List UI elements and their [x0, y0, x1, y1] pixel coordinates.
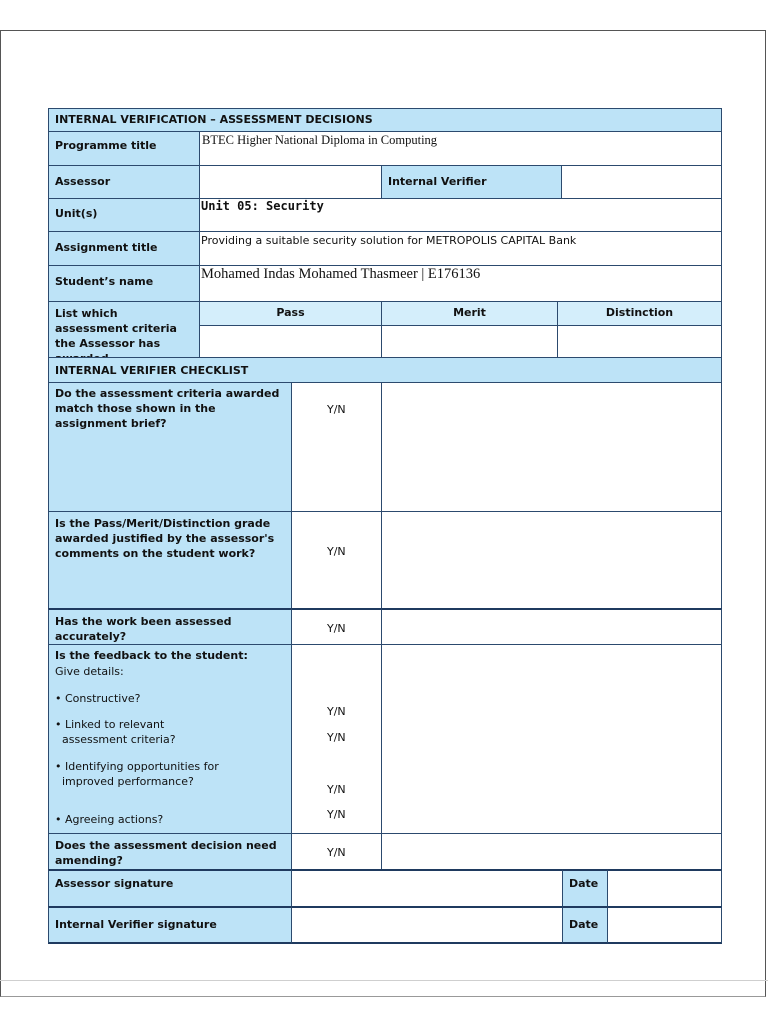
q2-question: Is the Pass/Merit/Distinction grade awarded justified by the assessor's comments on the student work? [48, 511, 292, 609]
merit-column-header: Merit [381, 301, 558, 326]
verifier-signature-field[interactable] [291, 906, 563, 944]
pass-criteria-field[interactable] [199, 325, 382, 358]
q3-question: Has the work been assessed accurately? [48, 608, 292, 645]
assessor-date-label: Date [562, 869, 608, 907]
checklist-header: INTERNAL VERIFIER CHECKLIST [48, 357, 722, 383]
q5-answer: Y/N [327, 846, 346, 859]
assessor-signature-label: Assessor signature [48, 869, 292, 907]
verifier-date-label: Date [562, 906, 608, 944]
form-header-title: INTERNAL VERIFICATION – ASSESSMENT DECISIONS [48, 108, 722, 132]
q4-item-linked: • Linked to relevant assessment criteria? [55, 718, 176, 746]
q4-item-agreeing: • Agreeing actions? [55, 813, 164, 826]
merit-criteria-field[interactable] [381, 325, 558, 358]
q4-subtitle: Give details: [55, 665, 124, 678]
q2-comments[interactable] [381, 511, 722, 609]
assessor-label: Assessor [48, 165, 200, 199]
q4-item-opportunities: • Identifying opportunities for improved performance? [55, 760, 219, 788]
assignment-title-value[interactable]: Providing a suitable security solution for METROPOLIS CAPITAL Bank [199, 231, 722, 266]
student-name-value[interactable]: Mohamed Indas Mohamed Thasmeer | E176136 [199, 265, 722, 302]
units-label: Unit(s) [48, 198, 200, 232]
q4-answer-linked: Y/N [327, 731, 346, 744]
q4-question: Is the feedback to the student: [55, 649, 248, 662]
q4-answer-opportunities: Y/N [327, 783, 346, 796]
q4-item-constructive: • Constructive? [55, 692, 141, 705]
q5-answer-cell[interactable] [291, 833, 382, 870]
q5-comments[interactable] [381, 833, 722, 870]
q5-question: Does the assessment decision need amending? [48, 833, 292, 870]
q4-comments[interactable] [381, 644, 722, 834]
q1-answer-cell[interactable] [291, 382, 382, 512]
q2-answer-cell[interactable] [291, 511, 382, 609]
programme-title-label: Programme title [48, 131, 200, 166]
student-name-label: Student’s name [48, 265, 200, 302]
units-value[interactable]: Unit 05: Security [199, 198, 722, 232]
assessor-date-field[interactable] [607, 869, 722, 907]
distinction-column-header: Distinction [557, 301, 722, 326]
verifier-date-field[interactable] [607, 906, 722, 944]
q4-answer-agreeing: Y/N [327, 808, 346, 821]
criteria-awarded-label: List which assessment criteria the Assessor has [48, 301, 200, 358]
q1-answer: Y/N [327, 403, 346, 416]
q2-answer: Y/N [327, 545, 346, 558]
q3-comments[interactable] [381, 608, 722, 645]
assignment-title-label: Assignment title [48, 231, 200, 266]
programme-title-value[interactable]: BTEC Higher National Diploma in Computing [199, 131, 722, 166]
q3-answer-cell[interactable] [291, 608, 382, 645]
q4-answer-constructive: Y/N [327, 705, 346, 718]
q1-question: Do the assessment criteria awarded match those shown in the assignment brief? [48, 382, 292, 512]
verifier-signature-label: Internal Verifier signature [48, 906, 292, 944]
distinction-criteria-field[interactable] [557, 325, 722, 358]
q4-answers-cell[interactable] [291, 644, 382, 834]
assessor-field[interactable] [199, 165, 382, 199]
q4-question-cell [48, 644, 292, 834]
internal-verifier-field[interactable] [561, 165, 722, 199]
internal-verifier-label: Internal Verifier [381, 165, 562, 199]
q1-comments[interactable] [381, 382, 722, 512]
q3-answer: Y/N [327, 622, 346, 635]
assessor-signature-field[interactable] [291, 869, 563, 907]
pass-column-header: Pass [199, 301, 382, 326]
